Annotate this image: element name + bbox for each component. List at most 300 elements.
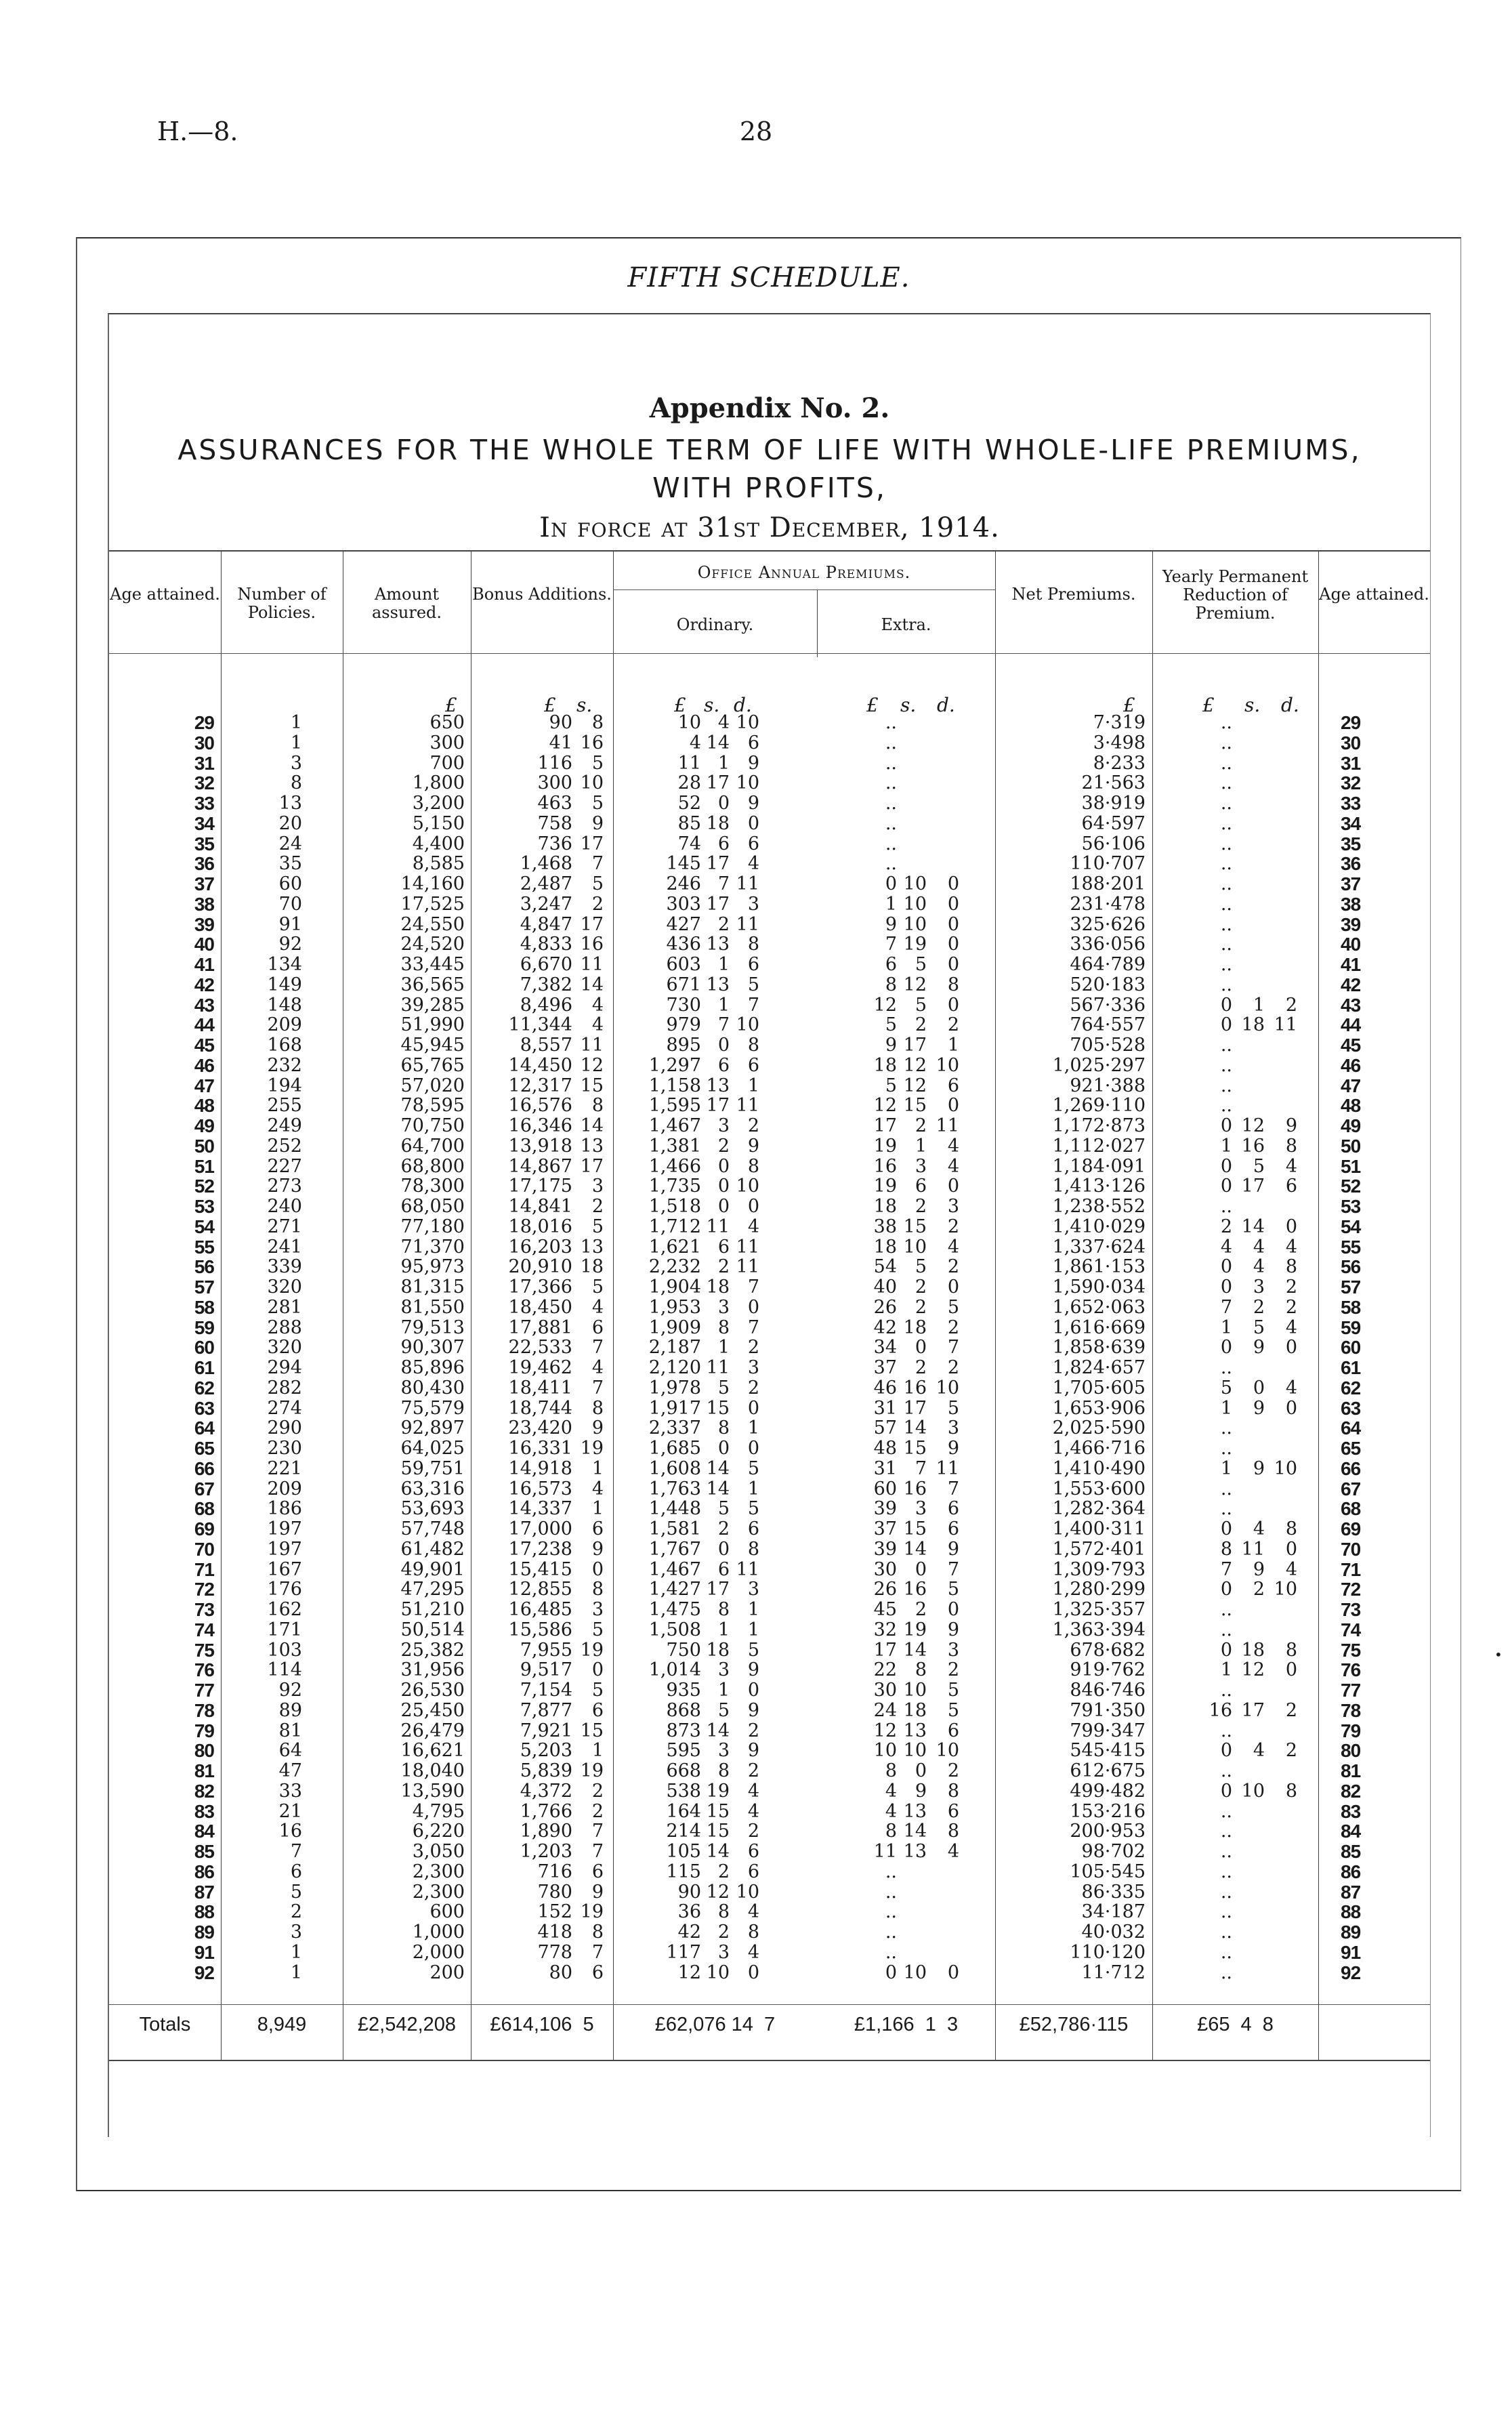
cell-bonus-pounds: 17,881 (508, 1317, 572, 1338)
cell-ordinary-pounds: 1,712 (648, 1216, 701, 1237)
cell-extra-pence: 10 (936, 1740, 959, 1762)
cell-ordinary-shillings: 14 (706, 1478, 730, 1499)
cell-bonus-shillings: 19 (580, 1760, 604, 1781)
cell-ordinary-pounds: 538 (666, 1780, 701, 1802)
cell-ordinary-shillings: 0 (717, 1196, 730, 1217)
table-row (109, 753, 1430, 774)
cell-bonus-shillings: 15 (580, 1720, 604, 1741)
cell-policies: 249 (267, 1115, 302, 1136)
cell-age-right: 32 (1341, 772, 1361, 794)
cell-policies: 16 (278, 1821, 302, 1842)
cell-bonus-shillings: 8 (591, 1397, 604, 1419)
cell-ordinary-pounds: 895 (666, 1035, 701, 1056)
cell-age-right: 62 (1341, 1377, 1361, 1398)
cell-extra-shillings: 2 (915, 1196, 927, 1217)
cell-net-premium: 153·216 (1070, 1800, 1146, 1822)
cell-age: 85 (194, 1841, 214, 1862)
cell-net-premium: 1,112·027 (1052, 1135, 1146, 1157)
cell-age: 54 (194, 1216, 214, 1237)
cell-ordinary-pounds: 1,297 (648, 1054, 701, 1076)
cell-bonus-shillings: 19 (580, 1901, 604, 1923)
cell-ordinary-pence: 10 (736, 772, 759, 794)
cell-extra-shillings: 13 (903, 1841, 927, 1862)
cell-ordinary-pounds: 1,158 (648, 1075, 701, 1096)
cell-age: 47 (194, 1075, 214, 1096)
cell-age-right: 66 (1341, 1457, 1361, 1479)
cell-policies: 176 (267, 1579, 302, 1600)
cell-yearly-pence (1265, 1197, 1297, 1217)
cell-ordinary-pounds: 2,232 (648, 1256, 701, 1278)
cell-policies: 60 (278, 873, 302, 894)
cell-policies: 89 (278, 1699, 302, 1721)
cell-ordinary-pounds: 164 (666, 1800, 701, 1822)
cell-yearly-shillings (1232, 854, 1265, 874)
col-header-bonus: Bonus Additions. (472, 585, 612, 604)
cell-amount: 31,956 (400, 1659, 465, 1681)
cell-yearly-pence: 2 (1285, 1296, 1297, 1318)
cell-policies: 230 (267, 1438, 302, 1459)
cell-net-premium: 2,025·590 (1052, 1417, 1146, 1439)
cell-extra-shillings (897, 814, 927, 834)
cell-yearly-pence (1265, 1479, 1297, 1499)
cell-ordinary-pence: 8 (747, 1155, 759, 1177)
cell-yearly-shillings: 12 (1241, 1115, 1265, 1136)
cell-yearly-shillings: 0 (1253, 1377, 1265, 1398)
table-row (109, 915, 1430, 935)
cell-ordinary-pounds: 1,608 (648, 1457, 701, 1479)
cell-age-right: 73 (1341, 1599, 1361, 1620)
cell-yearly-pence (1265, 1963, 1297, 1983)
cell-extra-pence: 2 (947, 1659, 959, 1681)
cell-extra-pounds: 7 (885, 934, 897, 955)
cell-ordinary-shillings: 14 (706, 732, 730, 753)
cell-policies: 33 (278, 1780, 302, 1802)
cell-net-premium: 64·597 (1081, 812, 1146, 834)
cell-bonus-shillings: 13 (580, 1135, 604, 1157)
cell-extra-shillings: 15 (903, 1518, 927, 1539)
cell-ordinary-pounds: 1,685 (648, 1438, 701, 1459)
cell-net-premium: 1,466·716 (1052, 1438, 1146, 1459)
cell-yearly-shillings: 9 (1253, 1457, 1265, 1479)
cell-ordinary-pence: 10 (736, 1014, 759, 1036)
cell-bonus-shillings: 9 (591, 1417, 604, 1439)
cell-ordinary-pounds: 214 (666, 1821, 701, 1842)
cell-ordinary-shillings: 6 (717, 833, 730, 854)
cell-extra-pounds: .. (885, 812, 897, 834)
cell-yearly-pence (1265, 1600, 1297, 1620)
cell-extra-pence: 3 (947, 1639, 959, 1661)
cell-bonus-shillings: 4 (591, 1357, 604, 1378)
cell-policies: 81 (278, 1720, 302, 1741)
cell-yearly-pence (1265, 1056, 1297, 1076)
cell-amount: 6,220 (412, 1821, 465, 1842)
cell-extra-pence: 0 (947, 1095, 959, 1117)
cell-bonus-pounds: 7,154 (520, 1680, 572, 1701)
cell-extra-shillings: 2 (915, 1357, 927, 1378)
cell-bonus-shillings: 1 (591, 1457, 604, 1479)
cell-yearly-pence (1265, 1721, 1297, 1741)
cell-amount: 4,400 (412, 833, 465, 854)
cell-amount: 51,210 (400, 1599, 465, 1620)
cell-ordinary-pence: 6 (747, 954, 759, 975)
cell-ordinary-pounds: 1,978 (648, 1377, 701, 1398)
cell-ordinary-shillings: 6 (717, 1236, 730, 1258)
cell-yearly-shillings (1232, 1438, 1265, 1459)
cell-ordinary-pence: 6 (747, 732, 759, 753)
table-row (109, 814, 1430, 834)
cell-extra-shillings: 9 (915, 1780, 927, 1802)
cell-amount: 700 (429, 752, 465, 774)
cell-ordinary-pence: 5 (747, 974, 759, 995)
cell-extra-pounds: 26 (873, 1296, 897, 1318)
table-row (109, 1176, 1430, 1197)
cell-yearly-shillings (1232, 793, 1265, 814)
unit-ordinary-pounds: £ (674, 694, 686, 716)
cell-yearly-pounds: .. (1220, 1075, 1232, 1096)
cell-policies: 241 (267, 1236, 302, 1258)
table-row (109, 1358, 1430, 1378)
cell-ordinary-shillings: 1 (717, 954, 730, 975)
col-header-net: Net Premiums. (1011, 585, 1136, 604)
header-subline (613, 589, 995, 590)
cell-extra-pence: 2 (947, 1317, 959, 1338)
cell-yearly-pounds: .. (1220, 1619, 1232, 1640)
cell-amount: 2,300 (412, 1861, 465, 1882)
cell-age-right: 64 (1341, 1417, 1361, 1439)
unit-yearly-shillings: s. (1244, 694, 1261, 716)
cell-policies: 240 (267, 1196, 302, 1217)
cell-ordinary-pence: 0 (747, 1438, 759, 1459)
table-row (109, 1519, 1430, 1539)
cell-yearly-shillings: 2 (1253, 1296, 1265, 1318)
cell-age-right: 74 (1341, 1619, 1361, 1640)
cell-age-right: 34 (1341, 812, 1361, 834)
header-bottom-line (109, 653, 1430, 654)
cell-yearly-shillings: 5 (1253, 1317, 1265, 1338)
cell-policies: 197 (267, 1518, 302, 1539)
cell-amount: 80,430 (400, 1377, 465, 1398)
table-row (109, 1821, 1430, 1842)
cell-ordinary-shillings: 17 (706, 772, 730, 794)
cell-ordinary-pounds: 1,508 (648, 1619, 701, 1640)
cell-ordinary-shillings: 19 (706, 1780, 730, 1802)
cell-extra-shillings: 15 (903, 1438, 927, 1459)
cell-ordinary-shillings: 8 (717, 1317, 730, 1338)
cell-policies: 281 (267, 1296, 302, 1318)
cell-policies: 232 (267, 1054, 302, 1076)
table-row (109, 1560, 1430, 1580)
cell-ordinary-shillings: 8 (717, 1599, 730, 1620)
cell-yearly-pounds: 0 (1220, 994, 1232, 1016)
cell-extra-shillings (897, 1943, 927, 1963)
cell-amount: 92,897 (400, 1417, 465, 1439)
cell-amount: 71,370 (400, 1236, 465, 1258)
cell-yearly-pence: 8 (1285, 1639, 1297, 1661)
table-row (109, 995, 1430, 1016)
cell-net-premium: 1,410·490 (1052, 1457, 1146, 1479)
cell-ordinary-pence: 4 (747, 1901, 759, 1923)
cell-extra-shillings: 18 (903, 1699, 927, 1721)
cell-age-right: 50 (1341, 1135, 1361, 1157)
cell-extra-pence: 10 (936, 1054, 959, 1076)
cell-ordinary-pence: 10 (736, 712, 759, 733)
cell-net-premium: 56·106 (1081, 833, 1146, 854)
cell-extra-pence: 0 (947, 1962, 959, 1983)
cell-policies: 8 (290, 772, 302, 794)
unit-bonus-pounds: £ (544, 694, 556, 716)
unit-bonus-shillings: s. (576, 694, 593, 716)
table-row (109, 1640, 1430, 1661)
cell-yearly-shillings (1232, 1096, 1265, 1116)
cell-bonus-pounds: 22,533 (508, 1337, 572, 1359)
margin-dot: • (1494, 1646, 1503, 1663)
cell-ordinary-pounds: 1,953 (648, 1296, 701, 1318)
cell-age: 46 (194, 1054, 214, 1076)
cell-extra-shillings: 15 (903, 1216, 927, 1237)
unit-net: £ (1123, 694, 1135, 716)
cell-age: 68 (194, 1498, 214, 1520)
cell-extra-pence: 0 (947, 1176, 959, 1197)
cell-ordinary-shillings: 2 (717, 1861, 730, 1882)
cell-age-right: 75 (1341, 1639, 1361, 1661)
cell-bonus-shillings: 19 (580, 1639, 604, 1661)
cell-yearly-shillings (1232, 1076, 1265, 1096)
unit-ordinary-shillings: s. (704, 694, 720, 716)
cell-extra-shillings: 2 (915, 1599, 927, 1620)
cell-ordinary-shillings: 0 (717, 1035, 730, 1056)
table-row (109, 975, 1430, 995)
cell-yearly-pence (1265, 1802, 1297, 1822)
cell-yearly-shillings (1232, 1418, 1265, 1438)
cell-bonus-shillings: 19 (580, 1438, 604, 1459)
cell-bonus-pounds: 18,016 (508, 1216, 572, 1237)
cell-ordinary-shillings: 6 (717, 1054, 730, 1076)
cell-yearly-pounds: .. (1220, 1800, 1232, 1822)
cell-yearly-shillings (1232, 1842, 1265, 1862)
cell-age-right: 83 (1341, 1800, 1361, 1822)
cell-policies: 2 (290, 1901, 302, 1923)
cell-extra-pence: 5 (947, 1579, 959, 1600)
cell-extra-pounds: 1 (885, 893, 897, 915)
cell-extra-pence (927, 713, 959, 733)
cell-bonus-shillings: 16 (580, 934, 604, 955)
table-title (109, 431, 1430, 507)
cell-age-right: 59 (1341, 1317, 1361, 1338)
table-row (109, 1741, 1430, 1761)
cell-extra-shillings: 18 (903, 1317, 927, 1338)
cell-ordinary-shillings: 1 (717, 1680, 730, 1701)
cell-yearly-pence: 4 (1285, 1155, 1297, 1177)
cell-bonus-pounds: 116 (537, 752, 572, 774)
cell-extra-pence: 0 (947, 1599, 959, 1620)
cell-ordinary-pounds: 1,595 (648, 1095, 701, 1117)
cell-ordinary-pounds: 1,917 (648, 1397, 701, 1419)
cell-extra-shillings (897, 753, 927, 774)
cell-bonus-pounds: 23,420 (508, 1417, 572, 1439)
cell-yearly-shillings (1232, 1862, 1265, 1882)
table-row (109, 1076, 1430, 1096)
cell-bonus-shillings: 7 (591, 1337, 604, 1359)
cell-age-right: 70 (1341, 1538, 1361, 1560)
cell-age: 43 (194, 994, 214, 1016)
header-ref: H.—8. (157, 117, 238, 146)
cell-age-right: 58 (1341, 1296, 1361, 1318)
cell-policies: 70 (278, 893, 302, 915)
cell-age: 67 (194, 1478, 214, 1499)
cell-extra-pence: 7 (947, 1337, 959, 1359)
cell-extra-pence: 2 (947, 1357, 959, 1378)
table-row (109, 1217, 1430, 1237)
cell-yearly-pence: 0 (1285, 1337, 1297, 1359)
cell-yearly-pence: 4 (1285, 1377, 1297, 1398)
cell-age: 59 (194, 1317, 214, 1338)
cell-ordinary-pounds: 1,621 (648, 1236, 701, 1258)
cell-ordinary-shillings: 3 (717, 1740, 730, 1762)
cell-age-right: 76 (1341, 1659, 1361, 1681)
table-row (109, 1579, 1430, 1600)
cell-extra-pounds: 12 (873, 1095, 897, 1117)
cell-yearly-pounds: .. (1220, 712, 1232, 733)
cell-age: 55 (194, 1236, 214, 1258)
cell-ordinary-pounds: 1,904 (648, 1277, 701, 1298)
cell-ordinary-pounds: 1,381 (648, 1135, 701, 1157)
cell-age-right: 55 (1341, 1236, 1361, 1258)
cell-net-premium: 705·528 (1070, 1035, 1146, 1056)
cell-ordinary-pence: 11 (736, 1236, 759, 1258)
cell-yearly-shillings (1232, 773, 1265, 793)
cell-yearly-pounds: 8 (1220, 1538, 1232, 1560)
cell-yearly-pence (1265, 955, 1297, 975)
cell-yearly-shillings (1232, 1620, 1265, 1640)
cell-policies: 274 (267, 1397, 302, 1419)
cell-age: 50 (194, 1135, 214, 1157)
cell-amount: 68,800 (400, 1155, 465, 1177)
cell-yearly-shillings: 4 (1253, 1236, 1265, 1258)
cell-ordinary-pounds: 36 (677, 1901, 701, 1923)
cell-ordinary-pence: 5 (747, 1639, 759, 1661)
cell-age: 79 (194, 1720, 214, 1741)
cell-ordinary-pounds: 105 (666, 1841, 701, 1862)
cell-extra-pounds: 18 (873, 1236, 897, 1258)
cell-yearly-pounds: 0 (1220, 1014, 1232, 1036)
cell-policies: 1 (290, 712, 302, 733)
page-number: 28 (739, 117, 773, 146)
cell-ordinary-pence: 11 (736, 1256, 759, 1278)
cell-ordinary-pounds: 85 (677, 812, 701, 834)
cell-ordinary-pence: 8 (747, 1922, 759, 1943)
cell-extra-pence: 5 (947, 1397, 959, 1419)
cell-yearly-shillings (1232, 955, 1265, 975)
cell-ordinary-shillings: 1 (717, 1337, 730, 1359)
cell-extra-shillings: 19 (903, 1619, 927, 1640)
cell-yearly-shillings (1232, 874, 1265, 894)
cell-bonus-shillings: 5 (591, 793, 604, 814)
cell-ordinary-pence: 8 (747, 1035, 759, 1056)
cell-ordinary-pounds: 145 (666, 853, 701, 875)
cell-extra-shillings: 0 (915, 1558, 927, 1580)
cell-net-premium: 919·762 (1070, 1659, 1146, 1681)
cell-ordinary-shillings: 18 (706, 812, 730, 834)
table-title-line2: WITH PROFITS, (652, 472, 887, 504)
cell-amount: 300 (429, 732, 465, 753)
cell-amount: 59,751 (400, 1457, 465, 1479)
cell-yearly-pounds: 5 (1220, 1377, 1232, 1398)
cell-extra-pounds: 38 (873, 1216, 897, 1237)
cell-bonus-shillings: 6 (591, 1699, 604, 1721)
cell-age: 31 (194, 752, 214, 774)
cell-extra-pence: 7 (947, 1558, 959, 1580)
cell-ordinary-shillings: 17 (706, 893, 730, 915)
cell-net-premium: 791·350 (1070, 1699, 1146, 1721)
cell-extra-pounds: 19 (873, 1135, 897, 1157)
cell-extra-pounds: 17 (873, 1115, 897, 1136)
cell-age: 61 (194, 1357, 214, 1378)
table-row (109, 1096, 1430, 1116)
cell-net-premium: 8·233 (1093, 752, 1146, 774)
cell-net-premium: 325·626 (1070, 913, 1146, 935)
cell-yearly-pence (1265, 1620, 1297, 1640)
cell-extra-pounds: 34 (873, 1337, 897, 1359)
cell-age-right: 63 (1341, 1397, 1361, 1419)
cell-ordinary-shillings: 8 (717, 1901, 730, 1923)
cell-age-right: 41 (1341, 954, 1361, 975)
cell-yearly-pounds: 1 (1220, 1457, 1232, 1479)
cell-amount: 49,901 (400, 1558, 465, 1580)
table-row (109, 1298, 1430, 1318)
cell-extra-pounds: 39 (873, 1538, 897, 1560)
cell-bonus-shillings: 4 (591, 1296, 604, 1318)
cell-bonus-shillings: 17 (580, 833, 604, 854)
cell-yearly-pence: 2 (1285, 1277, 1297, 1298)
cell-extra-pounds: 4 (885, 1780, 897, 1802)
cell-age: 40 (194, 934, 214, 955)
cell-policies: 320 (267, 1337, 302, 1359)
cell-net-premium: 1,861·153 (1052, 1256, 1146, 1278)
cell-yearly-pounds: .. (1220, 1941, 1232, 1963)
cell-policies: 288 (267, 1317, 302, 1338)
cell-extra-shillings: 2 (915, 1296, 927, 1318)
cell-policies: 209 (267, 1014, 302, 1036)
cell-age-right: 67 (1341, 1478, 1361, 1499)
cell-amount: 1,000 (412, 1922, 465, 1943)
totals-bonus: £614,106 5 (490, 2014, 594, 2035)
col-header-age: Age attained. (110, 585, 220, 604)
cell-bonus-shillings: 2 (591, 1196, 604, 1217)
cell-ordinary-pence: 1 (747, 1478, 759, 1499)
cell-bonus-shillings: 8 (591, 712, 604, 733)
cell-yearly-pence (1265, 1842, 1297, 1862)
cell-policies: 92 (278, 1680, 302, 1701)
cell-yearly-shillings (1232, 713, 1265, 733)
cell-yearly-shillings (1232, 1882, 1265, 1903)
cell-ordinary-shillings: 14 (706, 1720, 730, 1741)
cell-net-premium: 86·335 (1081, 1881, 1146, 1903)
cell-extra-shillings (897, 1862, 927, 1882)
cell-amount: 26,530 (400, 1680, 465, 1701)
cell-age: 37 (194, 873, 214, 894)
cell-ordinary-pounds: 1,735 (648, 1176, 701, 1197)
table-row (109, 1277, 1430, 1298)
cell-ordinary-pence: 6 (747, 1054, 759, 1076)
cell-bonus-shillings: 5 (591, 1277, 604, 1298)
table-row (109, 1338, 1430, 1358)
cell-yearly-shillings: 11 (1241, 1538, 1265, 1560)
cell-yearly-pounds: 1 (1220, 1317, 1232, 1338)
cell-age: 66 (194, 1457, 214, 1479)
cell-net-premium: 110·120 (1070, 1941, 1146, 1963)
cell-bonus-shillings: 7 (591, 1377, 604, 1398)
cell-extra-pence: 11 (936, 1115, 959, 1136)
